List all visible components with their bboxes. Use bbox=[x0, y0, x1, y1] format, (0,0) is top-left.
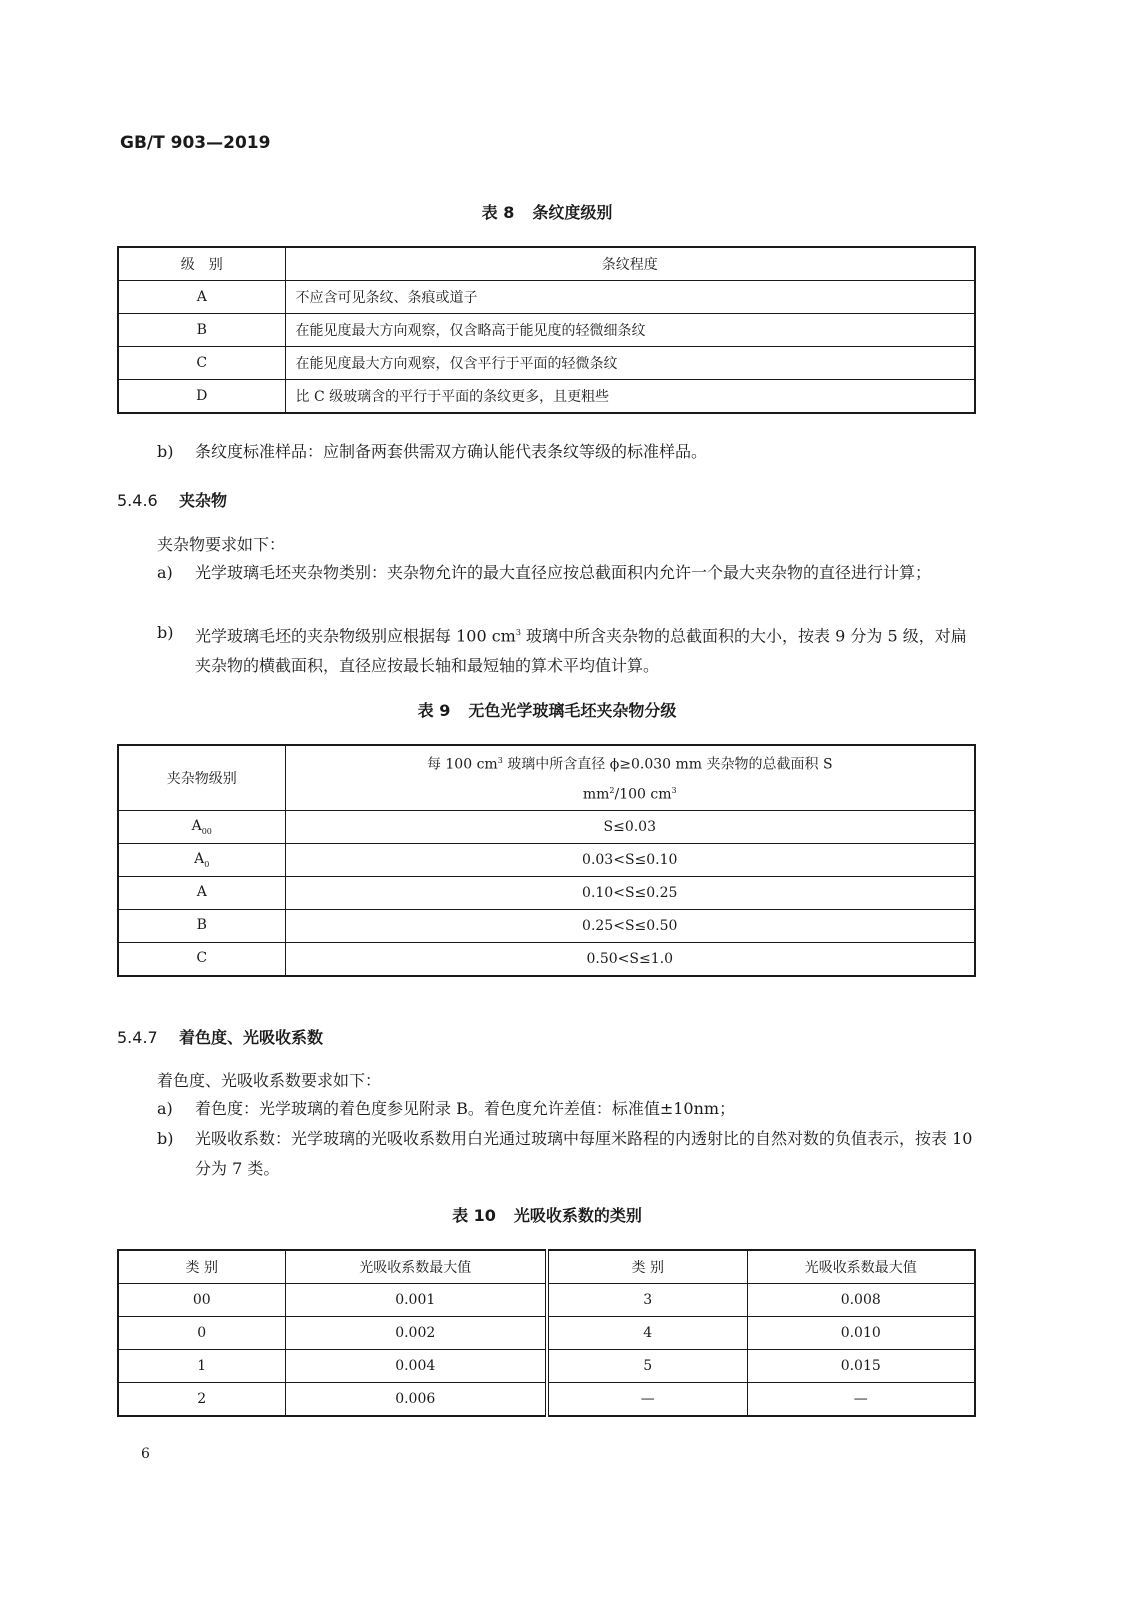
list-marker: b) bbox=[157, 623, 174, 642]
table-cell: 0 bbox=[118, 1317, 285, 1350]
table10-caption bbox=[117, 1203, 977, 1226]
table-row bbox=[118, 844, 975, 877]
section-heading-5-4-6 bbox=[117, 488, 227, 511]
table-cell: — bbox=[747, 1383, 975, 1417]
table-row bbox=[118, 1284, 975, 1317]
table-row bbox=[118, 943, 975, 977]
table-cell: C bbox=[118, 943, 285, 977]
table-header-cell: 类 别 bbox=[118, 1250, 285, 1284]
list-item bbox=[157, 437, 977, 467]
table-row bbox=[118, 877, 975, 910]
table-row bbox=[118, 910, 975, 943]
table-row bbox=[118, 314, 975, 347]
table-cell: 3 bbox=[547, 1284, 747, 1317]
table-cell: A bbox=[118, 281, 285, 314]
table10-number: 表 10 bbox=[452, 1206, 496, 1225]
list-item bbox=[157, 618, 977, 681]
table-header-cell: 光吸收系数最大值 bbox=[285, 1250, 547, 1284]
section-title: 着色度、光吸收系数 bbox=[179, 1028, 324, 1047]
list-text: 着色度：光学玻璃的着色度参见附录 B。着色度允许差值：标准值±10nm； bbox=[195, 1099, 736, 1118]
table-cell: — bbox=[547, 1383, 747, 1417]
table-header-cell: 夹杂物级别 bbox=[118, 745, 285, 811]
table-cell: B bbox=[118, 314, 285, 347]
table-cell: 1 bbox=[118, 1350, 285, 1383]
table-header-row bbox=[118, 247, 975, 281]
section-heading-5-4-7 bbox=[117, 1025, 323, 1048]
section-title: 夹杂物 bbox=[179, 491, 228, 510]
table9-caption bbox=[117, 698, 977, 721]
table-row bbox=[118, 281, 975, 314]
table8-title: 条纹度级别 bbox=[532, 203, 613, 222]
list-item bbox=[157, 1094, 977, 1124]
section-intro: 着色度、光吸收系数要求如下： bbox=[157, 1071, 382, 1090]
table-header-cell: 光吸收系数最大值 bbox=[747, 1250, 975, 1284]
list-marker: b) bbox=[157, 1129, 174, 1148]
table-header-cell: 每 100 $cm^3$ 玻璃中所含直径 ϕ≥0.030 mm 夹杂物的总截面积 S $mm^2/100$ $cm^3$ bbox=[285, 745, 975, 811]
table-cell: 0.010 bbox=[747, 1317, 975, 1350]
table8 bbox=[117, 246, 976, 414]
list-item bbox=[157, 558, 977, 588]
table-cell: S≤0.03 bbox=[285, 811, 975, 844]
list-text: 光学玻璃毛坯夹杂物类别：夹杂物允许的最大直径应按总截面积内允许一个最大夹杂物的直径进行计算； bbox=[195, 563, 932, 582]
table-cell: 0.001 bbox=[285, 1284, 547, 1317]
list-text: 光吸收系数：光学玻璃的光吸收系数用白光通过玻璃中每厘米路程的内透射比的自然对数的负值表示，按表 10 分为 7 类。 bbox=[195, 1129, 973, 1178]
table-cell: 0.015 bbox=[747, 1350, 975, 1383]
table-row bbox=[118, 347, 975, 380]
list-item bbox=[157, 1124, 977, 1184]
table8-caption bbox=[117, 200, 977, 223]
table-cell: 0.006 bbox=[285, 1383, 547, 1417]
table-row bbox=[118, 1350, 975, 1383]
table-cell: 5 bbox=[547, 1350, 747, 1383]
table-cell: 0.008 bbox=[747, 1284, 975, 1317]
table10-title: 光吸收系数的类别 bbox=[513, 1206, 642, 1225]
table9 bbox=[117, 744, 976, 977]
table-cell: 0.004 bbox=[285, 1350, 547, 1383]
list-marker: b) bbox=[157, 442, 174, 461]
table-cell: 比 C 级玻璃含的平行于平面的条纹更多，且更粗些 bbox=[285, 380, 975, 414]
table-cell: 0.002 bbox=[285, 1317, 547, 1350]
table10 bbox=[117, 1249, 976, 1417]
list-text: 光学玻璃毛坯的夹杂物级别应根据每 100 $cm^3$ 玻璃中所含夹杂物的总截面积的大小，按表 9 分为 5 级，对扁夹杂物的横截面积，直径应按最长轴和最短轴的算术平均值计算。 bbox=[195, 626, 967, 676]
table-row bbox=[118, 811, 975, 844]
table-cell: 00 bbox=[118, 1284, 285, 1317]
table-cell: B bbox=[118, 910, 285, 943]
table-cell: $A_0$ bbox=[118, 844, 285, 877]
table9-title: 无色光学玻璃毛坯夹杂物分级 bbox=[468, 701, 677, 720]
standard-code: GB/T 903—2019 bbox=[120, 133, 271, 153]
list-marker: a) bbox=[157, 1099, 173, 1118]
table-header-cell: 级 别 bbox=[118, 247, 285, 281]
table-cell: A bbox=[118, 877, 285, 910]
table-cell: D bbox=[118, 380, 285, 414]
table-header-cell: 条纹程度 bbox=[285, 247, 975, 281]
section-number: 5.4.7 bbox=[117, 1028, 158, 1047]
section-number: 5.4.6 bbox=[117, 491, 158, 510]
table-row bbox=[118, 380, 975, 414]
table-cell: $A_{00}$ bbox=[118, 811, 285, 844]
table-cell: 不应含可见条纹、条痕或道子 bbox=[285, 281, 975, 314]
list-text: 条纹度标准样品：应制备两套供需双方确认能代表条纹等级的标准样品。 bbox=[195, 442, 708, 461]
list-marker: a) bbox=[157, 563, 173, 582]
table9-number: 表 9 bbox=[417, 701, 451, 720]
table-cell: 0.50<S≤1.0 bbox=[285, 943, 975, 977]
table-row bbox=[118, 1383, 975, 1417]
table-row bbox=[118, 1317, 975, 1350]
table-cell: C bbox=[118, 347, 285, 380]
table-header-cell: 类 别 bbox=[547, 1250, 747, 1284]
table-cell: 0.03<S≤0.10 bbox=[285, 844, 975, 877]
table-header-row bbox=[118, 745, 975, 811]
page-number: 6 bbox=[141, 1446, 150, 1462]
table-cell: 4 bbox=[547, 1317, 747, 1350]
table8-number: 表 8 bbox=[481, 203, 515, 222]
section-intro: 夹杂物要求如下： bbox=[157, 535, 286, 554]
table-header-row bbox=[118, 1250, 975, 1284]
table-cell: 2 bbox=[118, 1383, 285, 1417]
table-cell: 在能见度最大方向观察，仅含平行于平面的轻微条纹 bbox=[285, 347, 975, 380]
table-cell: 0.10<S≤0.25 bbox=[285, 877, 975, 910]
table-cell: 0.25<S≤0.50 bbox=[285, 910, 975, 943]
table-cell: 在能见度最大方向观察，仅含略高于能见度的轻微细条纹 bbox=[285, 314, 975, 347]
